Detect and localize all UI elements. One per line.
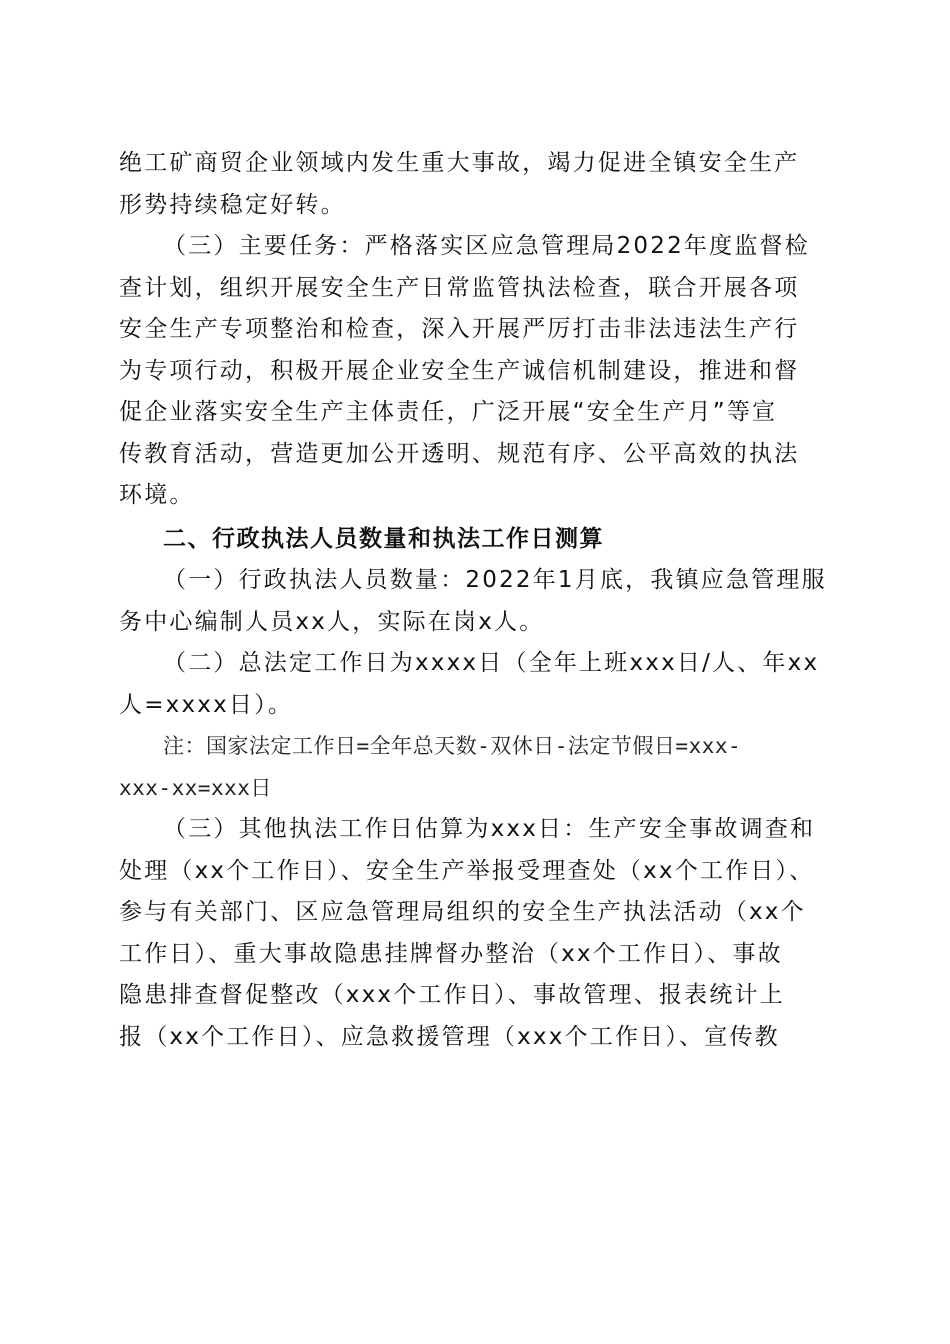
paragraph-staff-count	[119, 560, 831, 643]
text-line: 参与有关部门、区应急管理局组织的安全生产执法活动（xx个	[119, 899, 806, 925]
text-line: 安全生产专项整治和检查，深入开展严厉打击非法违法生产行	[119, 316, 800, 342]
text-line: （二）总法定工作日为xxxx日（全年上班xxx日/人、年xx	[163, 650, 820, 676]
text-line: 绝工矿商贸企业领域内发生重大事故，竭力促进全镇安全生产	[119, 150, 800, 176]
text-line: 人=xxxx日）。	[119, 691, 294, 718]
text-line: 务中心编制人员xx人，实际在岗x人。	[119, 608, 545, 635]
text-line: 传教育活动，营造更加公开透明、规范有序、公平高效的执法	[119, 440, 800, 467]
text-line: 处理（xx个工作日）、安全生产举报受理查处（xx个工作日）、	[119, 857, 815, 884]
text-line: 报（xx个工作日）、应急救援管理（xxx个工作日）、宣传教	[119, 1023, 780, 1050]
paragraph-safety-goal	[119, 143, 831, 226]
text-line: 促企业落实安全生产主体责任，广泛开展“安全生产月”等宣	[119, 399, 778, 425]
text-line: 为专项行动，积极开展企业安全生产诚信机制建设，推进和督	[119, 357, 800, 384]
paragraph-note	[119, 726, 831, 809]
text-line: （三）其他执法工作日估算为xxx日：生产安全事故调查和	[163, 816, 816, 842]
text-line: （一）行政执法人员数量：2022年1月底，我镇应急管理服	[163, 567, 827, 593]
text-line: xxx-xx=xxx日	[119, 775, 272, 800]
text-line: 注：国家法定工作日=全年总天数-双休日-法定节假日=xxx-	[163, 734, 742, 758]
paragraph-other-workdays	[119, 809, 831, 1058]
section-heading	[119, 519, 831, 561]
text-line: 工作日）、重大事故隐患挂牌督办整治（xx个工作日）、事故	[119, 940, 783, 967]
section-heading-text: 二、行政执法人员数量和执法工作日测算	[163, 525, 604, 552]
paragraph-total-workdays	[119, 643, 831, 726]
text-line: （三）主要任务：严格落实区应急管理局2022年度监督检	[163, 233, 810, 259]
text-line: 隐患排查督促整改（xxx个工作日）、事故管理、报表统计上	[119, 982, 785, 1008]
text-line: 环境。	[119, 482, 195, 508]
text-line: 查计划，组织开展安全生产日常监管执法检查，联合开展各项	[119, 274, 800, 301]
text-line: 形势持续稳定好转。	[119, 191, 346, 218]
document-body	[119, 143, 831, 1058]
paragraph-main-tasks	[119, 226, 831, 517]
